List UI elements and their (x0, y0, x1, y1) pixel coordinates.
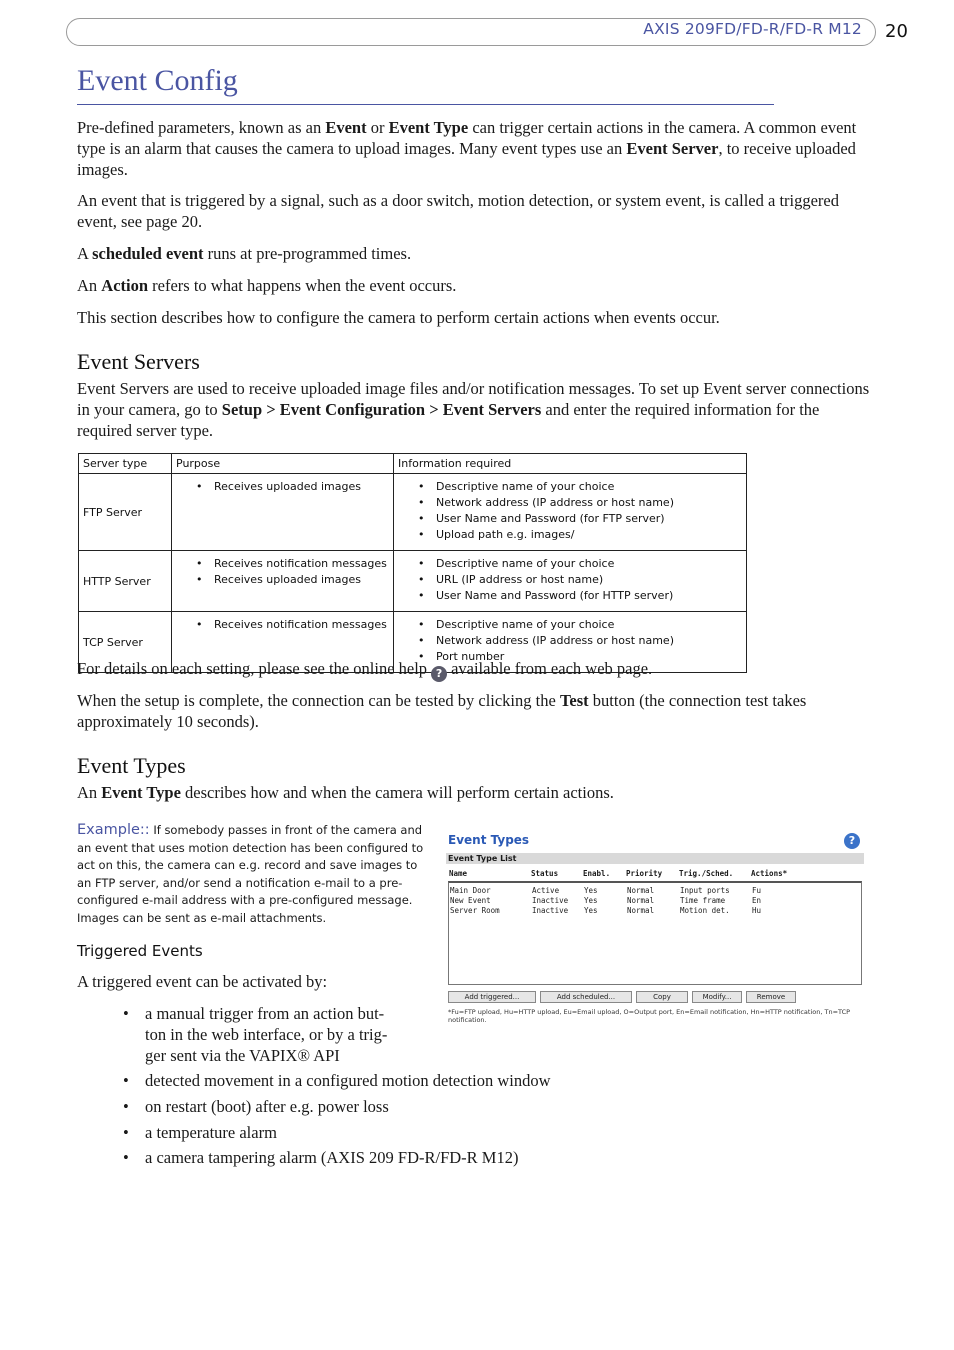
list-item: • User Name and Password (for HTTP server) (436, 588, 742, 604)
intro-paragraph-3: A scheduled event runs at pre-programmed times. (77, 244, 412, 263)
column-header: Actions* (751, 869, 788, 878)
list-item: • Upload path e.g. images/ (436, 527, 742, 543)
list-item: • Receives notification messages (214, 556, 389, 572)
purpose-cell (172, 551, 394, 612)
page-title: Event Config (77, 64, 238, 97)
intro-paragraph-4: An Action refers to what happens when the event occurs. (77, 276, 457, 295)
triggered-events-heading: Triggered Events (77, 942, 203, 960)
list-item: • a temperature alarm (123, 1123, 277, 1142)
table-row (79, 474, 747, 551)
triggered-events-intro: A triggered event can be activated by: (77, 972, 328, 991)
column-header: Name (449, 869, 468, 878)
column-header: Priority (626, 869, 663, 878)
purpose-cell (172, 474, 394, 551)
event-list-columns (446, 869, 864, 881)
list-item: • Receives notification messages (214, 617, 389, 633)
list-item: • Network address (IP address or host name) (436, 495, 742, 511)
remove-button[interactable]: Remove (746, 991, 796, 1003)
intro-paragraph-2: An event that is triggered by a signal, such as a door switch, motion detection, or system event, is called a triggered event, see page 20. (77, 191, 840, 231)
list-item: • detected movement in a configured motion detection window (123, 1071, 551, 1090)
page-number: 20 (885, 21, 908, 42)
modify-button[interactable]: Modify... (692, 991, 742, 1003)
add-scheduled-button[interactable]: Add scheduled... (540, 991, 632, 1003)
event-list-box[interactable] (448, 881, 862, 985)
section-heading-event-types: Event Types (77, 753, 186, 778)
help-icon: ? (431, 666, 447, 682)
list-item: • a manual trigger from an action but- ton in the web interface, or by a trig- ger sent via the VAPIX® API (123, 1004, 388, 1065)
column-header: Enabl. (583, 869, 611, 878)
intro-paragraph-5: This section describes how to configure the camera to perform certain actions when events occur. (77, 308, 720, 327)
list-item: • on restart (boot) after e.g. power loss (123, 1097, 389, 1116)
table-row[interactable]: Server Room Inactive Yes Normal Motion det. Hu (450, 906, 762, 915)
example-note: Example:: If somebody passes in front of the camera and an event that uses motion detection has been configured to act on this, the camera can e.g. record and save images to an FTP server, and/or send a notification e-mail to a pre-configured e-mail address with a pre-configured message. Images can be sent as e-mail attachments. (77, 822, 424, 925)
list-item: • Descriptive name of your choice (436, 556, 742, 572)
help-icon[interactable]: ? (844, 833, 860, 849)
copy-button[interactable]: Copy (636, 991, 688, 1003)
column-header: Status (531, 869, 559, 878)
table-header-cell: Purpose (172, 454, 394, 474)
list-item: • Network address (IP address or host name) (436, 633, 742, 649)
list-item: • URL (IP address or host name) (436, 572, 742, 588)
list-item: • Descriptive name of your choice (436, 617, 742, 633)
document-header-title: AXIS 209FD/FD-R/FD-R M12 (643, 20, 862, 38)
online-help-paragraph: For details on each setting, please see the online help ? available from each web page. (77, 659, 653, 680)
list-item: • Descriptive name of your choice (436, 479, 742, 495)
list-item: • a camera tampering alarm (AXIS 209 FD-R/FD-R M12) (123, 1148, 519, 1167)
table-row[interactable]: New Event Inactive Yes Normal Time frame En (450, 896, 762, 905)
list-item: • Receives uploaded images (214, 479, 389, 495)
list-item: • Receives uploaded images (214, 572, 389, 588)
add-triggered-button[interactable]: Add triggered... (448, 991, 536, 1003)
table-row (79, 551, 747, 612)
event-types-paragraph: An Event Type describes how and when the camera will perform certain actions. (77, 783, 614, 802)
screenshot-title: Event Types (448, 833, 530, 847)
server-type-cell: TCP Server (79, 612, 172, 673)
intro-paragraph-1: Pre-defined parameters, known as an Event or Event Type can trigger certain actions in the camera. A common event type is an alarm that causes the camera to upload images. Many event types use an Event Server, to receive uploaded images. (77, 118, 857, 179)
server-types-table (78, 453, 747, 673)
list-item: • User Name and Password (for FTP server) (436, 511, 742, 527)
column-header: Trig./Sched. (679, 869, 734, 878)
table-row[interactable]: Main Door Active Yes Normal Input ports Fu (450, 886, 762, 895)
section-heading-event-servers: Event Servers (77, 349, 200, 374)
table-header-cell: Server type (79, 454, 172, 474)
table-header-row (79, 454, 747, 474)
example-label: Example:: (77, 822, 150, 838)
title-rule (77, 104, 774, 105)
info-cell (394, 551, 747, 612)
event-types-screenshot (446, 828, 866, 1033)
event-type-list-bar: Event Type List (446, 853, 864, 864)
event-servers-paragraph: Event Servers are used to receive uploaded image files and/or notification messages. To set up Event server connections in your camera, go to Setup > Event Configuration > Event Servers and enter the required information for the required server type. (77, 379, 870, 440)
test-paragraph: When the setup is complete, the connection can be tested by clicking the Test button (the connection test takes approximately 10 seconds). (77, 691, 807, 731)
server-type-cell: FTP Server (79, 474, 172, 551)
table-header-cell: Information required (394, 454, 747, 474)
actions-footnote: *Fu=FTP upload, Hu=HTTP upload, Eu=Email upload, O=Output port, En=Email notification, Hn=HTTP notification, Tn=TCP notification. (448, 1008, 851, 1024)
server-type-cell: HTTP Server (79, 551, 172, 612)
info-cell (394, 474, 747, 551)
list-item: • Port number (436, 649, 742, 665)
